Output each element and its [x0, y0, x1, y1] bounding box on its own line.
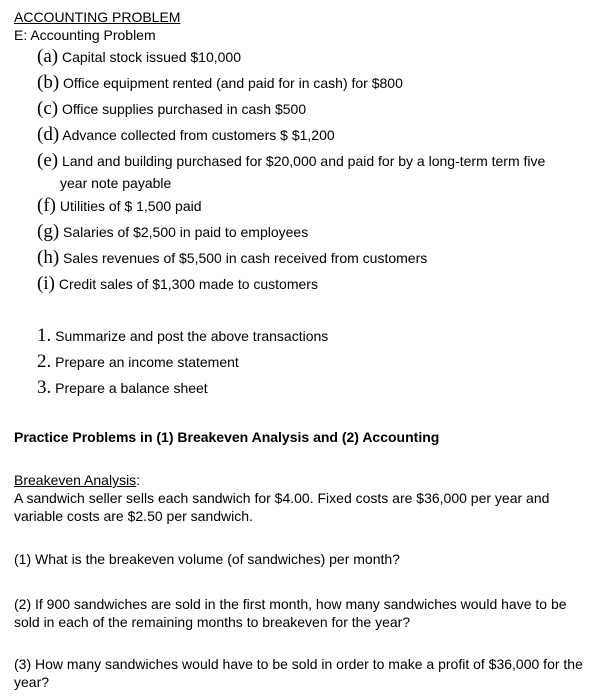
breakeven-label-line — [14, 472, 140, 488]
transaction-item-d — [37, 125, 335, 144]
transaction-text: Credit sales of $1,300 made to customers — [58, 276, 318, 292]
transaction-marker: (e) — [37, 150, 59, 171]
question-2: (2) If 900 sandwiches are sold in the first month, how many sandwiches would have to be sold in each of the remaining months to breakeven for the year? — [14, 596, 567, 630]
transaction-item-a — [37, 47, 241, 66]
task-item-3 — [37, 378, 208, 397]
transaction-text: Land and building purchased for $20,000 and paid for by a long-term term five — [61, 153, 546, 169]
transaction-item-e — [37, 151, 545, 170]
transaction-marker: (a) — [37, 46, 59, 67]
transaction-item-c — [37, 99, 306, 118]
task-text: Prepare a balance sheet — [55, 380, 208, 396]
question-1: (1) What is the breakeven volume (of sandwiches) per month? — [14, 551, 400, 567]
transaction-text: Office equipment rented (and paid for in cash) for $800 — [63, 75, 403, 91]
question-3: (3) How many sandwiches would have to be sold in order to make a profit of $36,000 for the year? — [14, 656, 583, 690]
task-marker: 1. — [37, 325, 52, 346]
transaction-text: Advance collected from customers $ $1,200 — [62, 127, 335, 143]
task-item-2 — [37, 352, 239, 371]
breakeven-intro: A sandwich seller sells each sandwich for $4.00. Fixed costs are $36,000 per year and variable costs are $2.50 per sandwich. — [14, 490, 550, 524]
transaction-marker: (h) — [37, 247, 60, 268]
task-marker: 3. — [37, 377, 52, 398]
transaction-text: Office supplies purchased in cash $500 — [61, 101, 307, 117]
page-subtitle: E: Accounting Problem — [14, 27, 156, 43]
task-text: Prepare an income statement — [55, 354, 239, 370]
transaction-marker: (f) — [37, 195, 56, 216]
transaction-item-i — [37, 274, 318, 293]
transaction-item-f — [37, 196, 202, 215]
transaction-text: Capital stock issued $10,000 — [61, 49, 241, 65]
transaction-text: Utilities of $ 1,500 paid — [59, 198, 202, 214]
page-title: ACCOUNTING PROBLEM — [14, 9, 181, 25]
transaction-item-b — [37, 73, 403, 92]
task-text: Summarize and post the above transactions — [55, 328, 329, 344]
breakeven-label: Breakeven Analysis — [14, 472, 137, 488]
transaction-marker: (d) — [37, 124, 60, 145]
transaction-item-h — [37, 248, 427, 267]
transaction-item-g — [37, 222, 308, 241]
task-item-1 — [37, 326, 328, 345]
transaction-text: Sales revenues of $5,500 in cash received from customers — [63, 250, 428, 266]
transaction-text: Salaries of $2,500 in paid to employees — [63, 224, 309, 240]
breakeven-label-colon: : — [136, 472, 141, 488]
practice-heading: Practice Problems in (1) Breakeven Analysis and (2) Accounting — [14, 429, 440, 445]
transaction-marker: (g) — [37, 221, 60, 242]
transaction-text-continued: year note payable — [60, 175, 172, 191]
transaction-marker: (b) — [37, 72, 60, 93]
task-marker: 2. — [37, 351, 52, 372]
transaction-marker: (i) — [37, 273, 55, 294]
transaction-marker: (c) — [37, 98, 59, 119]
